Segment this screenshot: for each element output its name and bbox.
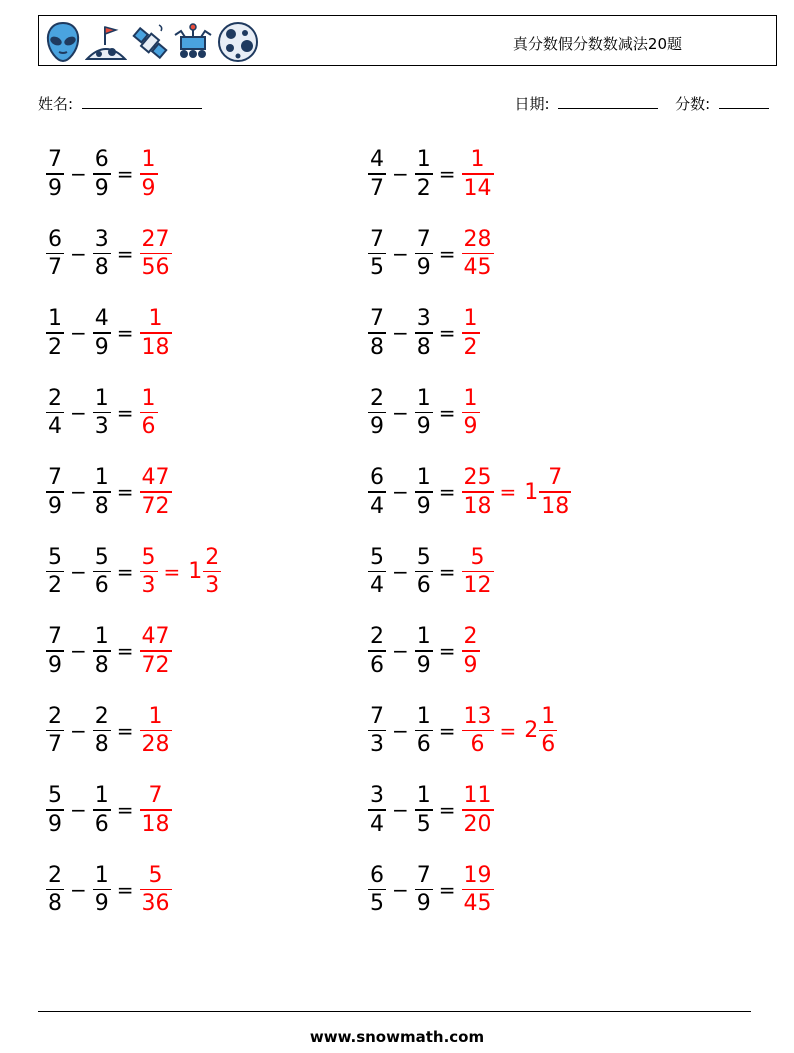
satellite-icon (131, 21, 169, 63)
operand-fraction (368, 544, 386, 600)
minus-sign: − (392, 400, 409, 425)
numerator: 1 (416, 465, 431, 491)
minus-sign: − (392, 241, 409, 266)
denominator: 8 (94, 652, 109, 678)
name-blank[interactable] (82, 94, 202, 109)
operand-fraction (93, 544, 111, 600)
denominator: 9 (48, 493, 62, 519)
answer-fraction (140, 862, 172, 918)
equals-sign: = (116, 241, 134, 266)
denominator: 9 (94, 175, 109, 201)
name-label: 姓名: (38, 95, 74, 113)
operand-fraction (415, 782, 433, 838)
minus-sign: − (70, 400, 87, 425)
numerator: 5 (48, 544, 62, 570)
denominator: 8 (94, 255, 109, 281)
operand-fraction (46, 305, 64, 361)
denominator: 6 (416, 573, 431, 599)
operand-fraction (368, 862, 386, 918)
problem-item (368, 620, 480, 682)
denominator: 18 (541, 493, 570, 519)
equals-sign: = (438, 718, 456, 743)
answer-fraction (140, 703, 172, 759)
operand-fraction (46, 385, 64, 441)
denominator: 45 (463, 891, 492, 917)
operand-fraction (415, 385, 433, 441)
header-box (38, 15, 777, 66)
denominator: 18 (463, 493, 492, 519)
numerator: 1 (463, 385, 478, 411)
minus-sign: − (70, 241, 87, 266)
minus-sign: − (392, 877, 409, 902)
denominator: 28 (141, 732, 170, 758)
numerator: 2 (370, 385, 384, 411)
minus-sign: − (392, 718, 409, 743)
operand-fraction (46, 782, 64, 838)
sheet-title: 真分数假分数数减法20题 (512, 35, 682, 53)
denominator: 12 (463, 573, 492, 599)
denominator: 9 (48, 175, 62, 201)
numerator: 2 (463, 624, 478, 650)
denominator: 8 (94, 732, 109, 758)
numerator: 1 (94, 465, 109, 491)
operand-fraction (46, 862, 64, 918)
operand-fraction (415, 703, 433, 759)
operand-fraction (93, 146, 111, 202)
numerator: 2 (94, 703, 109, 729)
numerator: 1 (541, 703, 556, 729)
operand-fraction (368, 385, 386, 441)
alien-icon (45, 21, 81, 63)
minus-sign: − (392, 639, 409, 663)
problem-item (46, 700, 172, 762)
operand-fraction (415, 862, 433, 918)
answer-fraction (140, 385, 158, 441)
minus-sign: − (70, 162, 87, 186)
equals-sign: = (116, 321, 134, 345)
problem-item (368, 382, 480, 444)
name-field (38, 94, 202, 113)
operand-fraction (415, 305, 433, 361)
equals-sign: = (116, 162, 134, 186)
numerator: 2 (370, 624, 384, 650)
numerator: 6 (48, 226, 62, 252)
answer-fraction (462, 703, 494, 759)
problem-item (368, 700, 557, 762)
denominator: 4 (48, 414, 62, 440)
numerator: 1 (94, 783, 109, 809)
icon-strip (45, 21, 263, 63)
answer-fraction (462, 862, 494, 918)
denominator: 9 (463, 652, 478, 678)
moon-flag-icon (85, 21, 127, 63)
numerator: 6 (94, 147, 109, 173)
operand-fraction (46, 464, 64, 520)
equals-sign: = (438, 321, 456, 345)
denominator: 72 (141, 652, 170, 678)
operand-fraction (368, 464, 386, 520)
denominator: 5 (370, 255, 384, 281)
operand-fraction (368, 305, 386, 361)
equals-sign: = (116, 718, 134, 743)
numerator: 1 (148, 703, 163, 729)
answer-fraction (140, 464, 172, 520)
denominator: 9 (94, 334, 109, 360)
problem-item (368, 302, 480, 364)
denominator: 9 (48, 652, 62, 678)
denominator: 9 (370, 414, 384, 440)
operand-fraction (368, 782, 386, 838)
operand-fraction (415, 226, 433, 282)
denominator: 5 (370, 891, 384, 917)
denominator: 14 (463, 175, 492, 201)
denominator: 8 (370, 334, 384, 360)
denominator: 6 (541, 732, 556, 758)
footer-url: www.snowmath.com (309, 1028, 485, 1046)
answer-fraction (462, 226, 494, 282)
denominator: 18 (141, 811, 170, 837)
answer-fraction (140, 305, 172, 361)
denominator: 7 (370, 175, 384, 201)
denominator: 45 (463, 255, 492, 281)
numerator: 7 (370, 306, 384, 332)
denominator: 8 (48, 891, 62, 917)
mixed-whole: 2 (524, 718, 539, 743)
numerator: 7 (370, 226, 384, 252)
numerator: 27 (141, 226, 170, 252)
equals-sign: = (116, 400, 134, 425)
denominator: 6 (94, 811, 109, 837)
equals-sign: = (116, 480, 134, 504)
answer-fraction (462, 544, 494, 600)
equals-sign: = (163, 559, 181, 584)
answer-fraction (462, 782, 494, 838)
denominator: 9 (94, 891, 109, 917)
operand-fraction (93, 782, 111, 838)
equals-sign: = (116, 877, 134, 902)
problem-item (368, 143, 494, 205)
denominator: 7 (48, 255, 62, 281)
denominator: 3 (370, 732, 384, 758)
numerator: 47 (141, 624, 170, 650)
denominator: 9 (141, 175, 156, 201)
denominator: 2 (48, 573, 62, 599)
numerator: 5 (416, 544, 431, 570)
date-blank[interactable] (558, 94, 658, 109)
answer-fraction (462, 305, 480, 361)
equals-sign: = (438, 241, 456, 266)
answer-fraction (140, 146, 158, 202)
problem-item (46, 859, 172, 921)
denominator: 20 (463, 811, 492, 837)
denominator: 8 (94, 493, 109, 519)
denominator: 6 (416, 732, 431, 758)
operand-fraction (46, 623, 64, 679)
denominator: 2 (48, 334, 62, 360)
problem-item (368, 223, 494, 285)
equals-sign: = (438, 798, 456, 822)
equals-sign: = (499, 718, 517, 743)
numerator: 7 (416, 862, 431, 888)
numerator: 13 (463, 703, 492, 729)
equals-sign: = (438, 877, 456, 902)
equals-sign: = (438, 639, 456, 663)
operand-fraction (415, 623, 433, 679)
operand-fraction (93, 703, 111, 759)
minus-sign: − (70, 877, 87, 902)
denominator: 3 (141, 573, 156, 599)
operand-fraction (368, 146, 386, 202)
denominator: 2 (416, 175, 431, 201)
denominator: 56 (141, 255, 170, 281)
operand-fraction (46, 544, 64, 600)
operand-fraction (93, 862, 111, 918)
operand-fraction (368, 703, 386, 759)
numerator: 6 (370, 862, 384, 888)
denominator: 8 (416, 334, 431, 360)
minus-sign: − (70, 559, 87, 584)
equals-sign: = (499, 480, 517, 504)
answer-fraction (462, 385, 480, 441)
minus-sign: − (392, 480, 409, 504)
minus-sign: − (392, 798, 409, 822)
operand-fraction (93, 226, 111, 282)
mixed-whole: 1 (188, 559, 203, 584)
problem-item (368, 461, 571, 523)
numerator: 7 (48, 624, 62, 650)
operand-fraction (93, 385, 111, 441)
denominator: 18 (141, 334, 170, 360)
denominator: 4 (370, 573, 384, 599)
denominator: 9 (416, 255, 431, 281)
operand-fraction (415, 544, 433, 600)
denominator: 6 (470, 732, 485, 758)
numerator: 3 (416, 306, 431, 332)
equals-sign: = (116, 798, 134, 822)
numerator: 7 (416, 226, 431, 252)
minus-sign: − (70, 639, 87, 663)
denominator: 7 (48, 732, 62, 758)
numerator: 5 (370, 544, 384, 570)
numerator: 1 (416, 385, 431, 411)
numerator: 2 (205, 544, 220, 570)
numerator: 7 (48, 465, 62, 491)
footer-divider (38, 1011, 751, 1012)
numerator: 6 (370, 465, 384, 491)
denominator: 9 (416, 891, 431, 917)
numerator: 1 (416, 624, 431, 650)
operand-fraction (415, 464, 433, 520)
operand-fraction (415, 146, 433, 202)
numerator: 1 (94, 624, 109, 650)
denominator: 4 (370, 493, 384, 519)
numerator: 7 (148, 783, 163, 809)
numerator: 1 (416, 703, 431, 729)
minus-sign: − (70, 480, 87, 504)
numerator: 25 (463, 465, 492, 491)
score-label: 分数: (675, 95, 711, 113)
equals-sign: = (438, 400, 456, 425)
numerator: 7 (548, 465, 563, 491)
minus-sign: − (70, 798, 87, 822)
answer-fraction (539, 703, 557, 759)
numerator: 7 (48, 147, 62, 173)
equals-sign: = (438, 559, 456, 584)
numerator: 2 (48, 703, 62, 729)
problem-item (368, 859, 494, 921)
numerator: 5 (141, 544, 156, 570)
operand-fraction (46, 703, 64, 759)
denominator: 72 (141, 493, 170, 519)
denominator: 9 (416, 652, 431, 678)
equals-sign: = (116, 639, 134, 663)
moon-rover-icon (173, 21, 213, 63)
numerator: 5 (148, 862, 163, 888)
denominator: 4 (370, 811, 384, 837)
numerator: 1 (141, 147, 156, 173)
answer-fraction (462, 623, 480, 679)
numerator: 1 (141, 385, 156, 411)
numerator: 47 (141, 465, 170, 491)
problem-item (368, 541, 494, 603)
minus-sign: − (70, 718, 87, 743)
numerator: 2 (48, 385, 62, 411)
answer-fraction (203, 544, 221, 600)
problem-item (46, 461, 172, 523)
denominator: 9 (463, 414, 478, 440)
numerator: 28 (463, 226, 492, 252)
denominator: 2 (463, 334, 478, 360)
minus-sign: − (392, 559, 409, 584)
problem-item (368, 779, 494, 841)
operand-fraction (46, 146, 64, 202)
answer-fraction (140, 623, 172, 679)
denominator: 6 (141, 414, 156, 440)
numerator: 1 (416, 783, 431, 809)
answer-fraction (140, 782, 172, 838)
operand-fraction (368, 226, 386, 282)
equals-sign: = (438, 162, 456, 186)
minus-sign: − (70, 321, 87, 345)
problem-item (46, 143, 158, 205)
numerator: 2 (48, 862, 62, 888)
minus-sign: − (392, 162, 409, 186)
numerator: 3 (370, 783, 384, 809)
operand-fraction (93, 623, 111, 679)
numerator: 5 (94, 544, 109, 570)
numerator: 1 (94, 862, 109, 888)
problem-item (46, 302, 172, 364)
numerator: 4 (94, 306, 109, 332)
problem-item (46, 620, 172, 682)
denominator: 3 (205, 573, 220, 599)
denominator: 9 (416, 493, 431, 519)
date-label: 日期: (514, 95, 550, 113)
denominator: 9 (48, 811, 62, 837)
numerator: 5 (48, 783, 62, 809)
answer-fraction (462, 464, 494, 520)
numerator: 1 (470, 147, 485, 173)
mixed-whole: 1 (524, 479, 539, 505)
answer-fraction (462, 146, 494, 202)
problem-item (46, 541, 221, 603)
problem-item (46, 223, 172, 285)
equals-sign: = (116, 559, 134, 584)
numerator: 3 (94, 226, 109, 252)
operand-fraction (93, 305, 111, 361)
answer-fraction (539, 464, 571, 520)
numerator: 1 (148, 306, 163, 332)
numerator: 1 (463, 306, 478, 332)
numerator: 7 (370, 703, 384, 729)
moon-icon (217, 21, 259, 63)
operand-fraction (93, 464, 111, 520)
date-score-fields (515, 94, 769, 113)
equals-sign: = (438, 480, 456, 504)
denominator: 6 (94, 573, 109, 599)
operand-fraction (368, 623, 386, 679)
numerator: 1 (94, 385, 109, 411)
numerator: 1 (48, 306, 62, 332)
numerator: 5 (470, 544, 485, 570)
problem-item (46, 779, 172, 841)
denominator: 3 (94, 414, 109, 440)
score-blank[interactable] (719, 94, 769, 109)
numerator: 11 (463, 783, 492, 809)
denominator: 6 (370, 652, 384, 678)
denominator: 36 (141, 891, 170, 917)
minus-sign: − (392, 321, 409, 345)
answer-fraction (140, 544, 158, 600)
numerator: 1 (416, 147, 431, 173)
answer-fraction (140, 226, 172, 282)
operand-fraction (46, 226, 64, 282)
numerator: 19 (463, 862, 492, 888)
problem-item (46, 382, 158, 444)
numerator: 4 (370, 147, 384, 173)
denominator: 5 (416, 811, 431, 837)
denominator: 9 (416, 414, 431, 440)
